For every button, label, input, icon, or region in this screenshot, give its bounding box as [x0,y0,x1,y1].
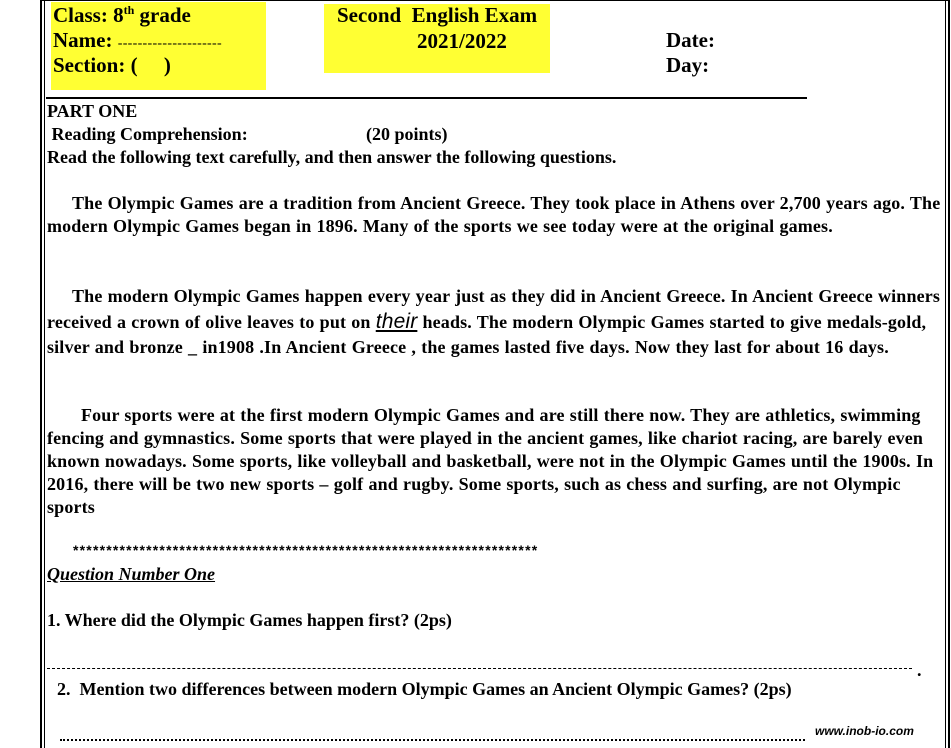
part-title: PART ONE [47,101,138,121]
page-border-right-inner [945,0,946,748]
class-suffix: grade [134,3,191,27]
answer-line-1-end: . [917,660,922,680]
section-points: (20 points) [366,124,448,144]
class-label: Class: 8 [53,3,124,27]
question-2: 2. Mention two differences between modern Olympic Games an Ancient Olympic Games? (2ps) [57,679,792,699]
paragraph-2-text-end: heads. The modern Olympic Games started to give medals-gold, silver and bronze _ in1908 .In Ancient Greece , the games lasted five days. Now they last for about 16 days. [47,312,927,357]
page-border-top [40,0,950,1]
page-border-right [948,0,950,748]
page-gutter [0,0,41,748]
passage-paragraph-3: Four sports were at the first modern Olympic Games and are still there now. They are athletics, swimming fencing and gymnastics. Some sports that were played in the ancient games, like chariot racing, are barely even known nowadays. Some sports, like volleyball and basketball, were not in the Olympic Games until the 1900s. In 2016, there will be two new sports – golf and rugby. Some sports, such as chess and surfing, are not Olympic sports [47,405,934,517]
name-label: Name: [53,28,118,52]
passage-paragraph-1: The Olympic Games are a tradition from Ancient Greece. They took place in Athens over 2,700 years ago. The modern Olympic Games began in 1896. Many of the sports we see today were at the original games. [47,193,941,236]
section-title: Reading Comprehension: [47,124,248,144]
header-divider [46,97,807,99]
question-heading: Question Number One [47,564,216,584]
instructions: Read the following text carefully, and then answer the following questions. [47,147,617,167]
section-line: Section: ( ) [53,53,171,77]
page-border-left-inner [44,0,45,748]
class-ordinal: th [123,3,135,17]
name-blank: --------------------- [117,36,222,51]
passage-paragraph-2 [47,284,945,360]
separator-stars: ********************************************************************** [73,542,539,558]
page-border-left [40,0,42,748]
date-label: Date: [666,28,715,52]
answer-line-2[interactable] [60,739,805,741]
day-label: Day: [666,53,710,77]
emphasized-word: their [375,310,418,333]
exam-year: 2021/2022 [417,29,507,53]
watermark: www.inob-io.com [815,724,914,738]
name-line [53,28,222,56]
question-1: 1. Where did the Olympic Games happen first? (2ps) [47,610,452,630]
paragraph-2-text-start: The modern Olympic Games happen every year just as they did in Ancient Greece. In Ancient Greece winners received a crown of olive leaves to put on [47,286,941,332]
exam-title: Second English Exam [337,3,538,27]
answer-line-1[interactable] [47,668,912,669]
class-line [53,3,191,27]
